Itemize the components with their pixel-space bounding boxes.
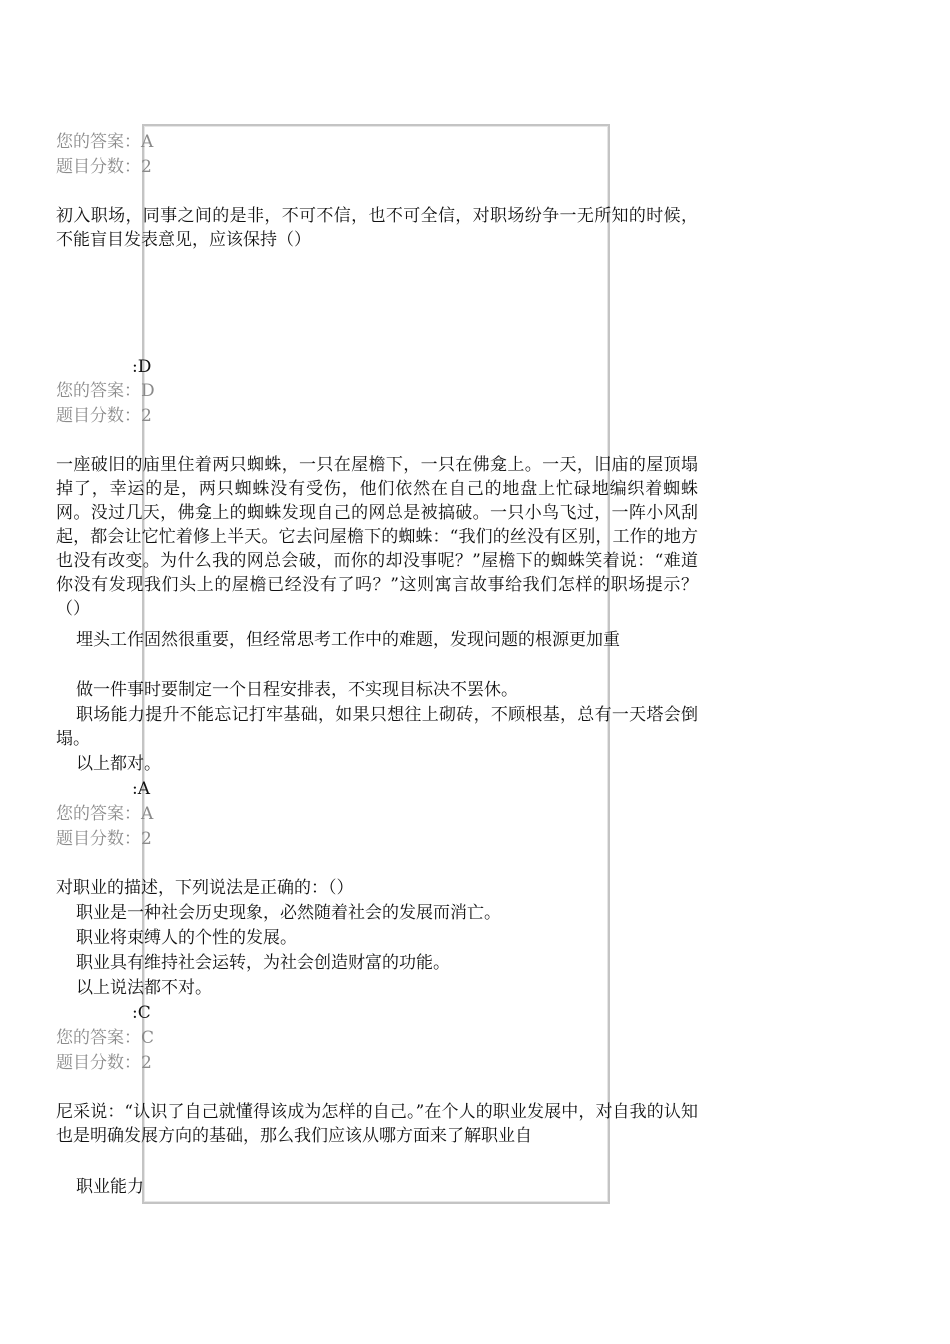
question-text: 一座破旧的庙里住着两只蜘蛛，一只在屋檐下，一只在佛龛上。一天，旧庙的屋顶塌掉了，幸运的是，两只蜘蛛没有受伤，他们依然在自己的地盘上忙碌地编织着蜘蛛网。没过几天，佛龛上的蜘蛛发现自己的网总是被搞破。一只小鸟飞过，一阵小风刮起，都会让它忙着修上半天。它去问屋檐下的蜘蛛：“我们的丝没有区别，工作的地方也没有改变。为什么我的网总会破，而你的却没事呢？”屋檐下的蜘蛛笑着说：“难道你没有发现我们头上的屋檐已经没有了吗？”这则寓言故事给我们怎样的职场提示？（） — [56, 455, 698, 619]
option-d[interactable]: 以上说法都不对。 — [76, 978, 212, 998]
your-answer: 您的答案：C — [56, 1028, 155, 1048]
correct-answer: :C — [132, 1003, 151, 1023]
correct-answer: :A — [132, 779, 151, 799]
correct-answer: :D — [132, 357, 152, 377]
option-a[interactable]: 埋头工作固然很重要，但经常思考工作中的难题，发现问题的根源更加重 — [76, 630, 620, 650]
your-answer: 您的答案：D — [56, 381, 155, 401]
question-text: 初入职场，同事之间的是非，不可不信，也不可全信，对职场纷争一无所知的时候，不能盲目发表意见，应该保持（） — [56, 206, 698, 250]
question-text: 对职业的描述，下列说法是正确的：（） — [56, 878, 354, 898]
question-text: 尼采说：“认识了自己就懂得该成为怎样的自己。”在个人的职业发展中，对自我的认知也是明确发展方向的基础，那么我们应该从哪方面来了解职业自 — [56, 1102, 698, 1146]
option-b[interactable]: 职业将束缚人的个性的发展。 — [76, 928, 297, 948]
question-score: 题目分数：2 — [56, 829, 152, 849]
question-score: 题目分数：2 — [56, 1053, 152, 1073]
option-c[interactable]: 职业具有维持社会运转，为社会创造财富的功能。 — [76, 953, 450, 973]
option-c[interactable]: 职场能力提升不能忘记打牢基础，如果只想往上砌砖，不顾根基，总有一天塔会倒塌。 — [56, 705, 698, 749]
option-a[interactable]: 职业能力 — [76, 1177, 144, 1197]
your-answer: 您的答案：A — [56, 804, 154, 824]
option-b[interactable]: 做一件事时要制定一个日程安排表，不实现目标决不罢休。 — [76, 680, 518, 700]
your-answer: 您的答案：A — [56, 132, 154, 152]
question-score: 题目分数：2 — [56, 406, 152, 426]
option-a[interactable]: 职业是一种社会历史现象，必然随着社会的发展而消亡。 — [76, 903, 501, 923]
question-score: 题目分数：2 — [56, 157, 152, 177]
content-frame — [142, 124, 610, 1204]
option-d[interactable]: 以上都对。 — [76, 754, 161, 774]
